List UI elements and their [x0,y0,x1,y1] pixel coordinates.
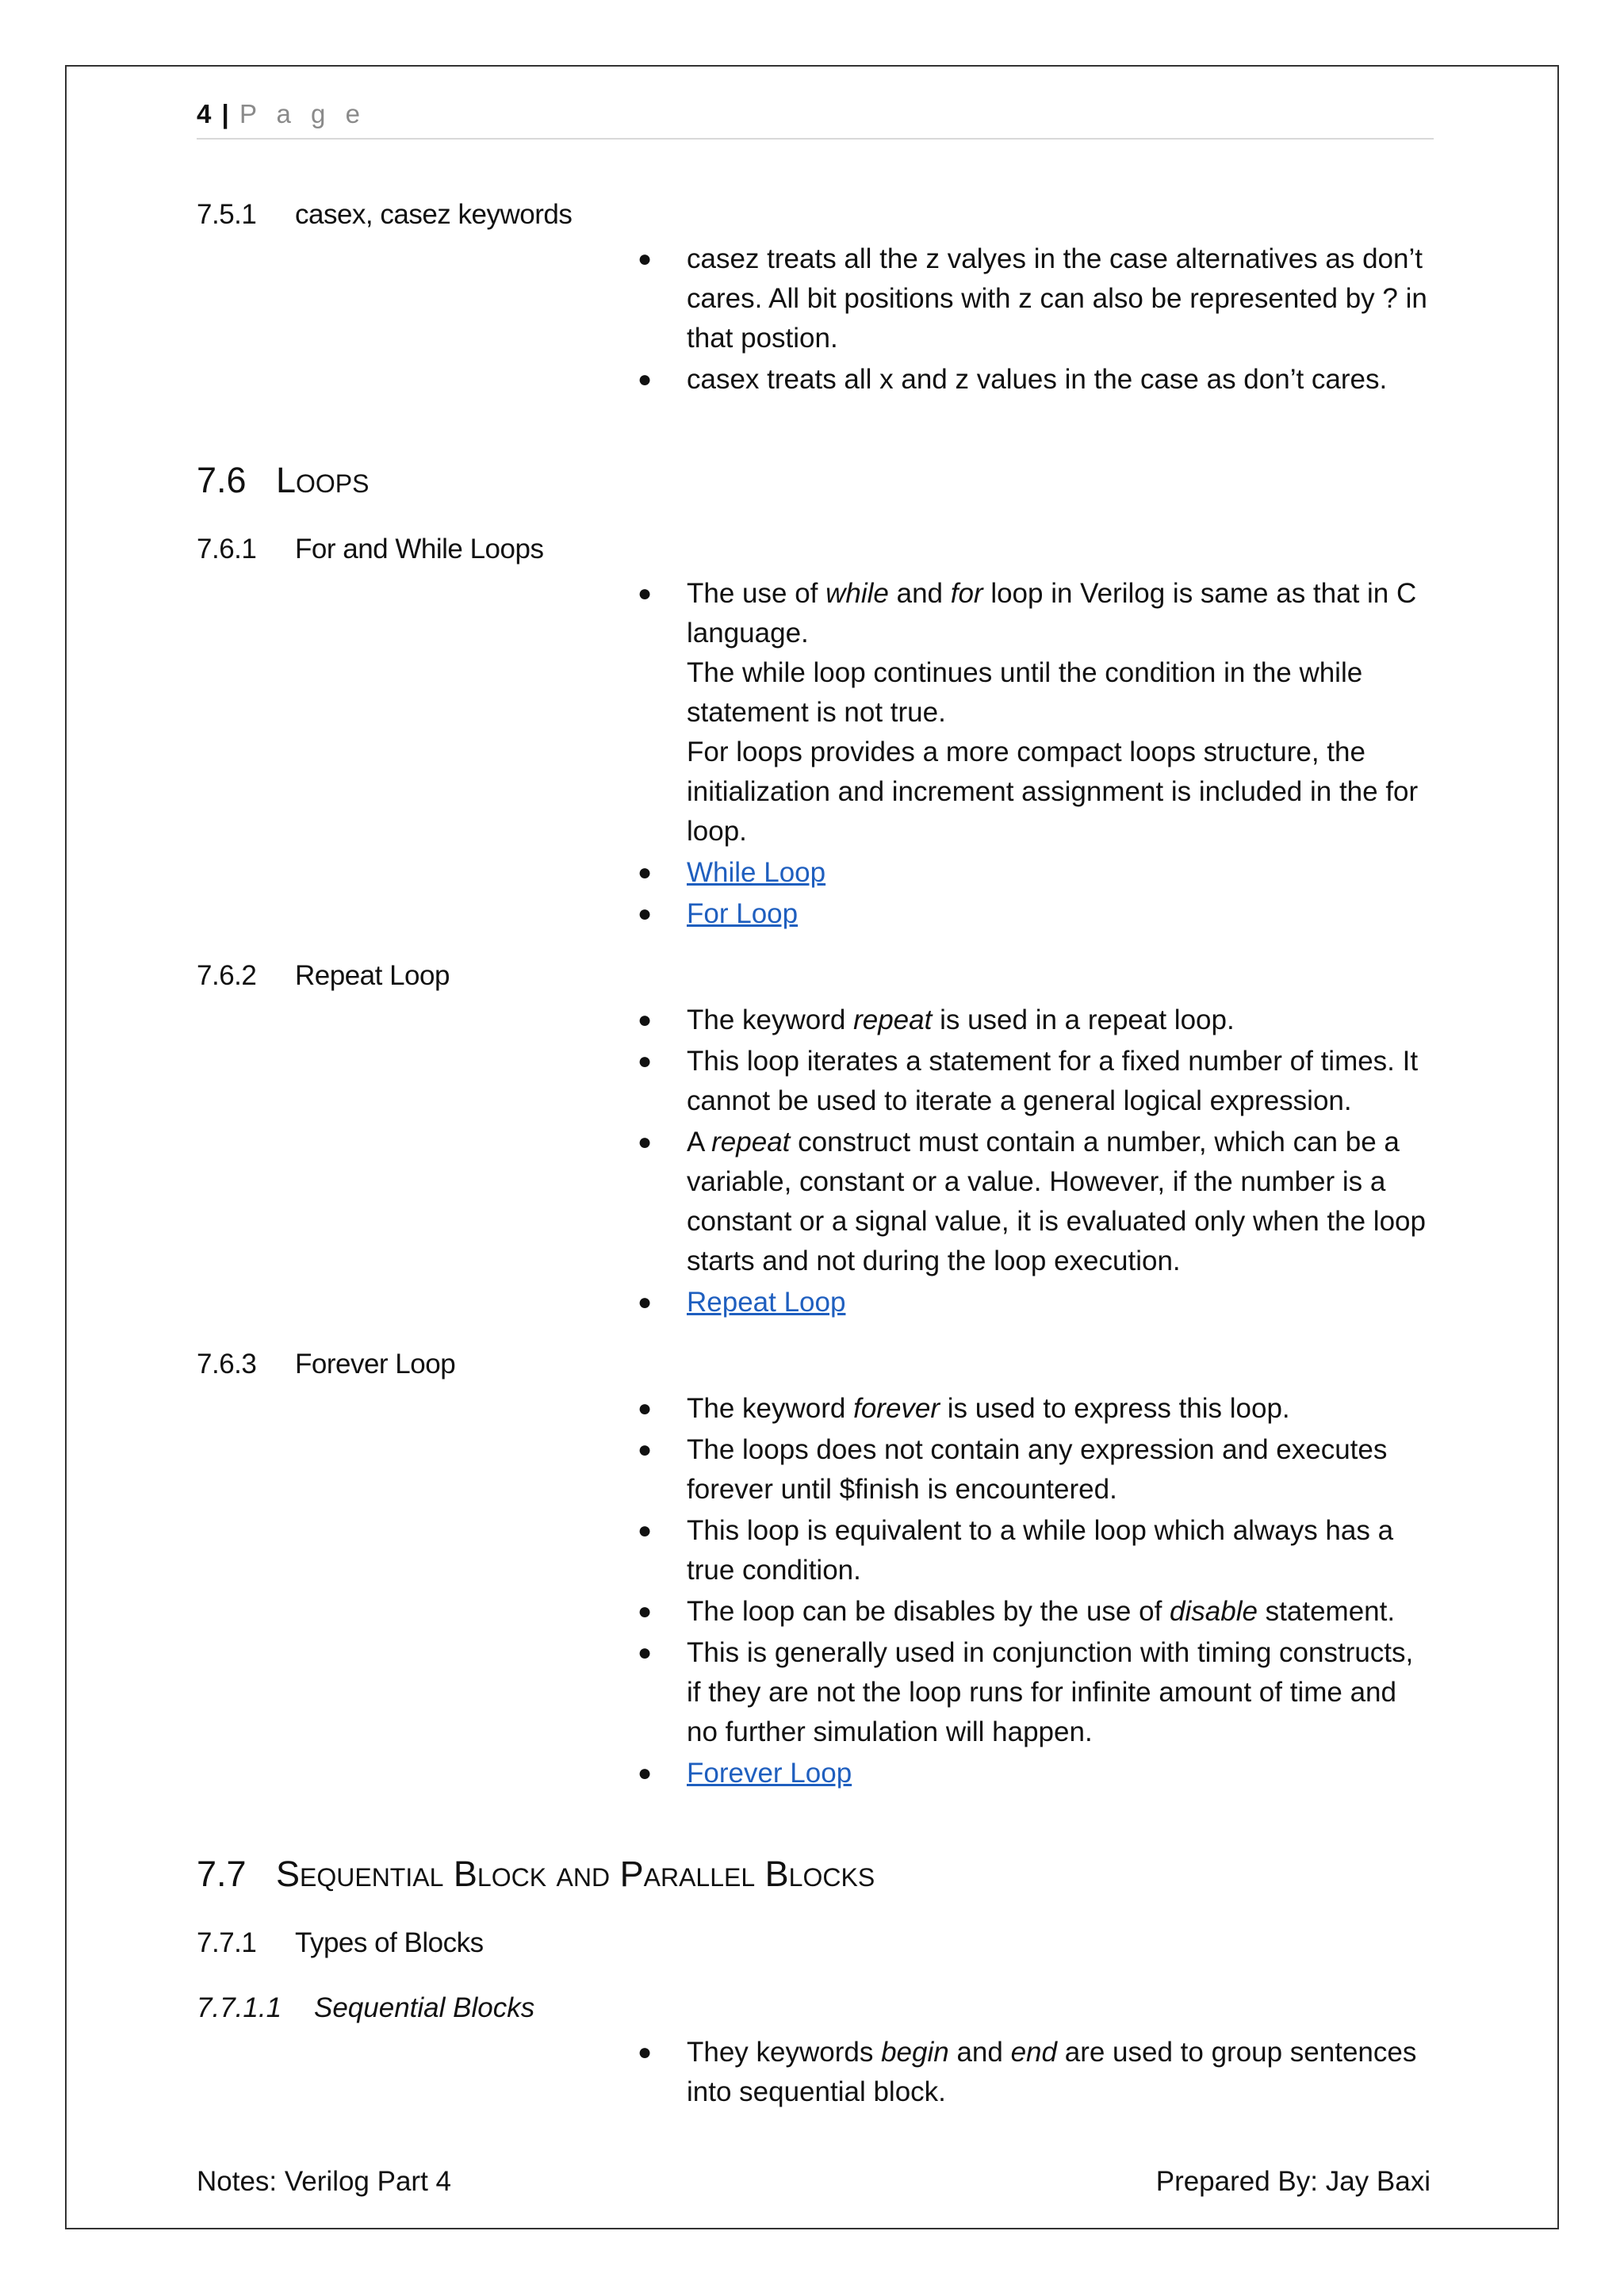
section-title: Sequential Blocks [314,1992,535,2023]
bullet-icon: ● [638,1395,653,1422]
list-item [638,894,1434,934]
header-separator: | [221,99,229,128]
list-item [638,1633,1434,1752]
keyword-repeat: repeat [711,1127,791,1158]
bullet-icon: ● [638,1598,653,1624]
list-item [638,239,1434,358]
heading-7-6-2 [197,951,1434,1001]
text: They keywords [687,2037,882,2068]
bullet-list-7-6-1 [197,574,1434,934]
text: and [948,2037,1011,2068]
section-title: Repeat Loop [295,960,450,991]
bullet-text: This is generally used in conjunction with timing constructs, if they are not the loop runs for infinite amount of time and no further simulation will happen. [687,1637,1414,1747]
for-loop-link[interactable]: For Loop [687,898,799,929]
bullet-icon: ● [638,2039,653,2065]
keyword-while: while [825,578,889,609]
bullet-icon: ● [638,1517,653,1544]
keyword-end: end [1010,2037,1057,2068]
keyword-begin: begin [881,2037,949,2068]
list-item [638,1430,1434,1510]
section-title: Forever Loop [295,1349,456,1380]
repeat-loop-link[interactable]: Repeat Loop [687,1287,846,1318]
section-title: For and While Loops [295,534,544,564]
heading-7-6-1 [197,525,1434,574]
section-number: 7.7.1.1 [197,1992,282,2023]
bullet-icon: ● [638,859,653,886]
text: statement. [1257,1596,1396,1627]
bullet-icon: ● [638,1640,653,1666]
page-label: P a g e [239,99,366,128]
bullet-list-7-5-1 [197,239,1434,400]
text: loop in Verilog is same as that in C language. [687,578,1417,649]
text: and [888,578,951,609]
bullet-paragraph: For loops provides a more compact loops structure, the initialization and increment assignment is included in the for loop. [687,737,1419,847]
keyword-for: for [950,578,983,609]
bullet-icon: ● [638,1437,653,1463]
heading-7-7-1-1 [197,1984,1434,2033]
keyword-disable: disable [1170,1596,1258,1627]
text: is used in a repeat loop. [932,1004,1235,1035]
bullet-text: This loop iterates a statement for a fixed number of times. It cannot be used to iterate a general logical expression. [687,1046,1419,1116]
bullet-list-7-6-3 [197,1389,1434,1793]
heading-7-7 [197,1846,1434,1903]
bullet-icon: ● [638,1760,653,1786]
bullet-icon: ● [638,366,653,392]
section-title: Loops [276,460,370,500]
list-item [638,360,1434,400]
list-item [638,1511,1434,1590]
section-number: 7.6 [197,460,247,500]
bullet-text: The loops does not contain any expression and executes forever until $finish is encountered. [687,1434,1388,1505]
bullet-paragraph [687,574,1434,653]
bullet-icon: ● [638,580,653,607]
document-body [197,190,1434,2114]
list-item [638,1001,1434,1040]
bullet-text: This loop is equivalent to a while loop which always has a true condition. [687,1515,1394,1586]
text: are used to group sentences into sequential block. [687,2037,1417,2107]
list-item [638,574,1434,851]
text: construct must contain a number, which can be a variable, constant or a value. However, if the number is a constant or a signal value, it is evaluated only when the loop starts and not during the loop execution. [687,1127,1426,1276]
bullet-icon: ● [638,901,653,927]
text: The use of [687,578,826,609]
heading-7-5-1 [197,190,1434,239]
section-number: 7.6.3 [197,1349,257,1380]
list-item [638,2033,1434,2112]
page-header [197,98,1434,140]
bullet-icon: ● [638,1289,653,1315]
keyword-forever: forever [853,1393,940,1424]
bullet-icon: ● [638,246,653,272]
text: is used to express this loop. [940,1393,1290,1424]
page-number: 4 [197,99,212,128]
list-item [638,1592,1434,1632]
section-title: Sequential Block and Parallel Blocks [276,1854,875,1894]
section-number: 7.6.2 [197,960,257,991]
list-item [638,1283,1434,1322]
list-item [638,1754,1434,1793]
forever-loop-link[interactable]: Forever Loop [687,1758,852,1789]
section-number: 7.6.1 [197,534,257,564]
section-number: 7.5.1 [197,199,257,230]
bullet-paragraph: The while loop continues until the condition in the while statement is not true. [687,657,1363,728]
text: The keyword [687,1004,854,1035]
footer-notes: Notes: Verilog Part 4 [197,2166,451,2197]
bullet-list-7-7-1-1 [197,2033,1434,2112]
list-item [638,1123,1434,1281]
bullet-icon: ● [638,1007,653,1033]
bullet-list-7-6-2 [197,1001,1434,1322]
section-number: 7.7.1 [197,1927,257,1958]
list-item [638,853,1434,893]
text: The keyword [687,1393,854,1424]
section-title: casex, casez keywords [295,199,573,230]
heading-7-6-3 [197,1340,1434,1389]
section-number: 7.7 [197,1854,247,1894]
text: The loop can be disables by the use of [687,1596,1170,1627]
heading-7-7-1 [197,1919,1434,1968]
bullet-text: casex treats all x and z values in the case as don’t cares. [687,364,1388,395]
list-item [638,1042,1434,1121]
footer-author: Prepared By: Jay Baxi [1155,2166,1431,2197]
text: A [687,1127,712,1158]
bullet-icon: ● [638,1129,653,1155]
while-loop-link[interactable]: While Loop [687,857,826,888]
list-item [638,1389,1434,1429]
heading-7-6 [197,452,1434,509]
section-title: Types of Blocks [295,1927,484,1958]
keyword-repeat: repeat [853,1004,933,1035]
bullet-icon: ● [638,1048,653,1074]
bullet-text: casez treats all the z valyes in the case alternatives as don’t cares. All bit positions with z can also be represented by ? in that postion. [687,243,1427,354]
